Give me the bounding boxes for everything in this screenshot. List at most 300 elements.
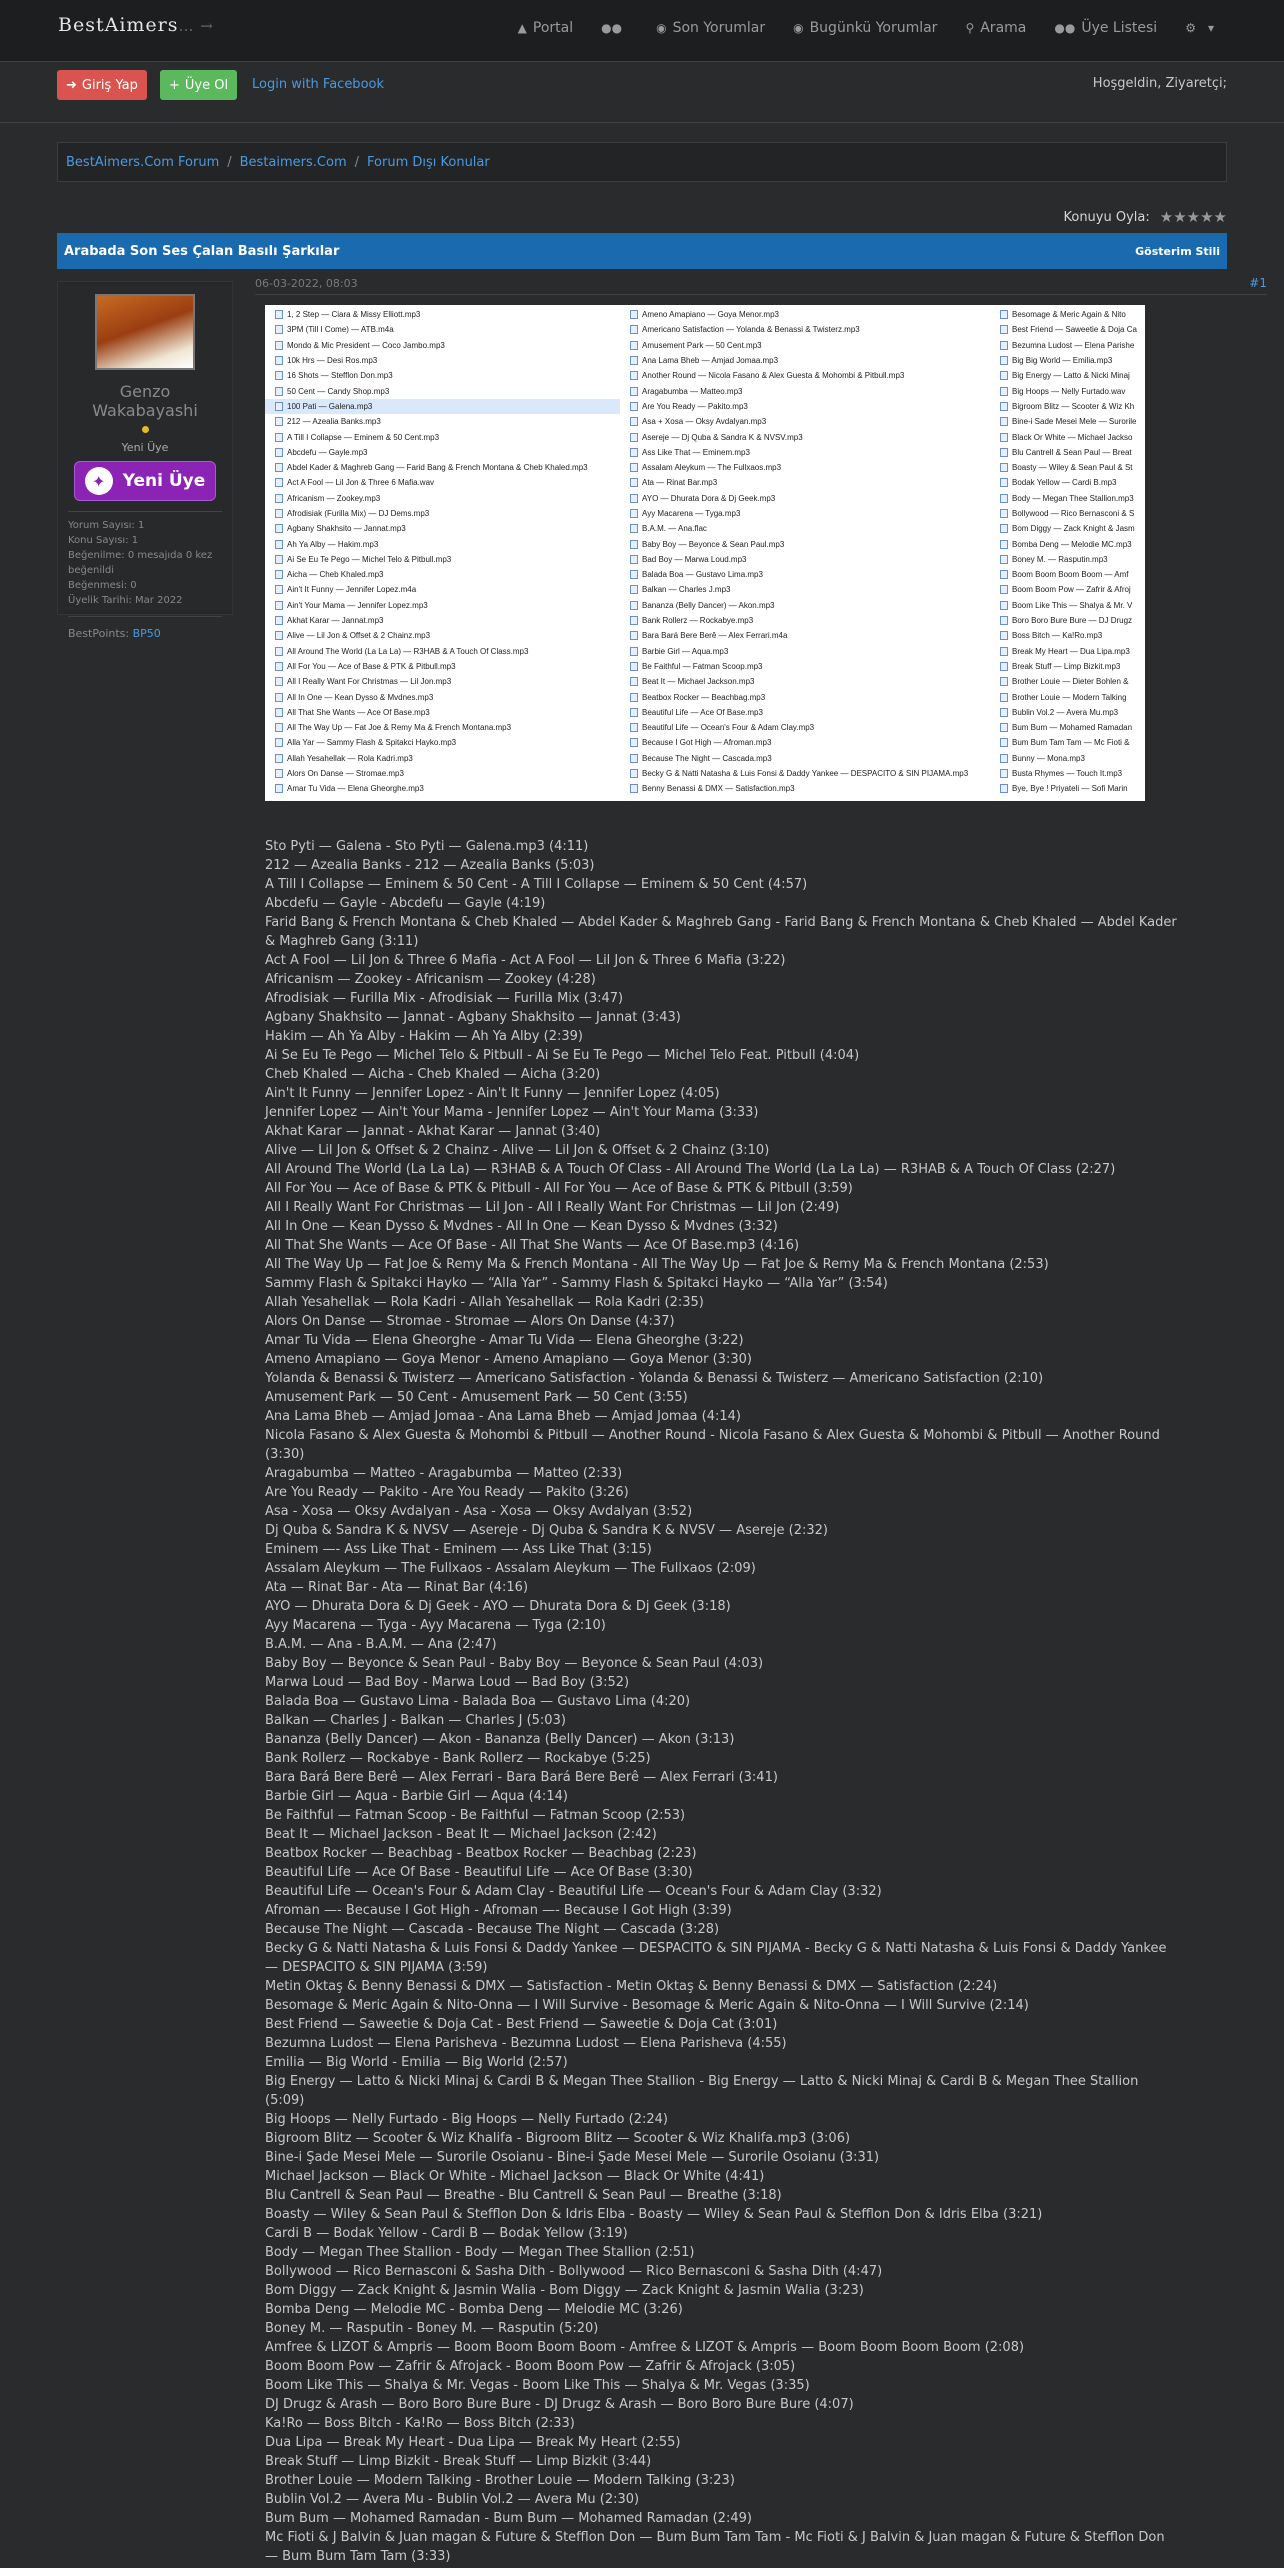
file-row bbox=[265, 506, 620, 521]
audio-file-icon bbox=[275, 738, 283, 747]
track-line: Brother Louie — Modern Talking - Brother Louie — Modern Talking (3:23) bbox=[265, 2473, 735, 2488]
audio-file-icon bbox=[1000, 784, 1008, 793]
nav-latest-comments[interactable] bbox=[656, 20, 765, 36]
file-name: B.A.M. — Ana.flac bbox=[642, 524, 707, 534]
file-name: Ata — Rinat Bar.mp3 bbox=[642, 478, 718, 488]
audio-file-icon bbox=[275, 677, 283, 686]
file-list-screenshot bbox=[265, 305, 1145, 801]
nav-search-label: Arama bbox=[980, 20, 1027, 36]
file-name: Boom Like This — Shalya & Mr. V bbox=[1012, 600, 1133, 610]
audio-file-icon bbox=[275, 693, 283, 702]
audio-file-icon bbox=[275, 524, 283, 533]
file-row bbox=[990, 567, 1145, 582]
track-line: Be Faithful — Fatman Scoop - Be Faithful — Fatman Scoop (2:53) bbox=[265, 1808, 686, 1823]
track-line: Because The Night — Cascada - Because The Night — Cascada (3:28) bbox=[265, 1922, 720, 1937]
track-line: Amar Tu Vida — Elena Gheorghe - Amar Tu Vida — Elena Gheorghe (3:22) bbox=[265, 1333, 744, 1348]
audio-file-icon bbox=[630, 433, 638, 442]
track-line: Bomba Deng — Melodie MC - Bomba Deng — Melodie MC (3:26) bbox=[265, 2302, 683, 2317]
file-row bbox=[990, 735, 1145, 750]
audio-file-icon bbox=[275, 433, 283, 442]
file-name: Balada Boa — Gustavo Lima.mp3 bbox=[642, 570, 763, 580]
badge-label: Yeni Üye bbox=[122, 471, 206, 491]
file-row bbox=[265, 322, 620, 337]
file-row bbox=[265, 735, 620, 750]
file-name: Black Or White — Michael Jackso bbox=[1012, 432, 1133, 442]
breadcrumb-separator: / bbox=[227, 154, 232, 170]
stat-likes-given: Beğenmesi: 0 bbox=[68, 580, 137, 591]
audio-file-icon bbox=[275, 754, 283, 763]
file-row bbox=[990, 353, 1145, 368]
audio-file-icon bbox=[1000, 738, 1008, 747]
stat-likes-received: Beğenilme: 0 mesajıda 0 kez beğenildi bbox=[68, 550, 213, 576]
breadcrumb-separator: / bbox=[354, 154, 360, 170]
comment-icon: ◉ bbox=[656, 21, 667, 35]
track-line: Beautiful Life — Ocean's Four & Adam Clay - Beautiful Life — Ocean's Four & Adam Clay (3:32) bbox=[265, 1884, 882, 1899]
post-meta bbox=[255, 269, 1267, 295]
track-line: Aragabumba — Matteo - Aragabumba — Matteo (2:33) bbox=[265, 1466, 623, 1481]
audio-file-icon bbox=[630, 310, 638, 319]
file-name: Balkan — Charles J.mp3 bbox=[642, 585, 731, 595]
track-line: Bom Diggy — Zack Knight & Jasmin Walia - Bom Diggy — Zack Knight & Jasmin Walia (3:23) bbox=[265, 2283, 864, 2298]
audio-file-icon bbox=[630, 463, 638, 472]
track-line: 212 — Azealia Banks - 212 — Azealia Banks (5:03) bbox=[265, 858, 595, 873]
author-name[interactable]: Genzo Wakabayashi bbox=[92, 382, 198, 420]
file-row bbox=[990, 705, 1145, 720]
file-row bbox=[620, 521, 990, 536]
track-line: All For You — Ace of Base & PTK & Pitbull - All For You — Ace of Base & PTK & Pitbull (3:59) bbox=[265, 1181, 853, 1196]
audio-file-icon bbox=[1000, 387, 1008, 396]
breadcrumb-forum[interactable]: BestAimers.Com Forum bbox=[66, 154, 220, 170]
track-line: Beatbox Rocker — Beachbag - Beatbox Rocker — Beachbag (2:23) bbox=[265, 1846, 697, 1861]
track-line: Boney M. — Rasputin - Boney M. — Rasputin (5:20) bbox=[265, 2321, 599, 2336]
author-profile bbox=[57, 281, 233, 640]
audio-file-icon bbox=[1000, 371, 1008, 380]
file-name: Beatbox Rocker — Beachbag.mp3 bbox=[642, 692, 766, 702]
audio-file-icon bbox=[275, 509, 283, 518]
file-row bbox=[620, 781, 990, 796]
file-row bbox=[990, 628, 1145, 643]
audio-file-icon bbox=[630, 738, 638, 747]
audio-file-icon bbox=[1000, 433, 1008, 442]
audio-file-icon bbox=[1000, 708, 1008, 717]
file-row bbox=[620, 552, 990, 567]
track-line: DJ Drugz & Arash — Boro Boro Bure Bure - DJ Drugz & Arash — Boro Boro Bure Bure (4:07) bbox=[265, 2397, 854, 2412]
brand-text: BestAimers bbox=[58, 14, 179, 36]
file-name: Aicha — Cheb Khaled.mp3 bbox=[287, 570, 384, 580]
track-line: All That She Wants — Ace Of Base - All That She Wants — Ace Of Base.mp3 (4:16) bbox=[265, 1238, 800, 1253]
audio-file-icon bbox=[630, 570, 638, 579]
audio-file-icon bbox=[630, 754, 638, 763]
track-line: Baby Boy — Beyonce & Sean Paul - Baby Boy — Beyonce & Sean Paul (4:03) bbox=[265, 1656, 764, 1671]
points-label: BestPoints: bbox=[68, 627, 130, 640]
audio-file-icon bbox=[630, 769, 638, 778]
file-name: Baby Boy — Beyonce & Sean Paul.mp3 bbox=[642, 539, 785, 549]
file-name: Alive — Lil Jon & Offset & 2 Chainz.mp3 bbox=[287, 631, 431, 641]
users-icon: ●● bbox=[1054, 21, 1076, 35]
file-column-2 bbox=[620, 305, 990, 801]
author-stats bbox=[68, 511, 222, 608]
audio-file-icon bbox=[630, 417, 638, 426]
file-row bbox=[990, 491, 1145, 506]
track-line: Becky G & Natti Natasha & Luis Fonsi & Daddy Yankee — DESPACITO & SIN PIJAMA - Becky G & Natti Natasha & Luis Fonsi & Daddy Yankee — DESPACITO & SIN PIJAMA (3:59) bbox=[265, 1941, 1167, 1975]
file-row bbox=[265, 353, 620, 368]
facebook-login-link[interactable]: Login with Facebook bbox=[252, 77, 384, 92]
file-row bbox=[265, 338, 620, 353]
track-line: AYO — Dhurata Dora & Dj Geek - AYO — Dhurata Dora & Dj Geek (3:18) bbox=[265, 1599, 731, 1614]
file-name: Becky G & Natti Natasha & Luis Fonsi & Daddy Yankee — DESPACITO & SIN PIJAMA.mp3 bbox=[642, 769, 969, 779]
track-line: Afroman —- Because I Got High - Afroman —- Because I Got High (3:39) bbox=[265, 1903, 732, 1918]
nav-latest-comments-label: Son Yorumlar bbox=[672, 20, 766, 36]
file-row bbox=[620, 613, 990, 628]
file-name: Ayy Macarena — Tyga.mp3 bbox=[642, 509, 741, 518]
file-name: 100 Pati — Galena.mp3 bbox=[287, 401, 373, 411]
audio-file-icon bbox=[1000, 601, 1008, 610]
audio-file-icon bbox=[275, 540, 283, 549]
thread-rating bbox=[57, 207, 1227, 227]
track-line: Amfree & LIZOT & Ampris — Boom Boom Boom Boom - Amfree & LIZOT & Ampris — Boom Boom Boom Boom (2:08) bbox=[265, 2340, 1025, 2355]
file-name: Alors On Danse — Stromae.mp3 bbox=[287, 769, 404, 779]
top-navbar bbox=[0, 0, 1284, 62]
file-row bbox=[265, 445, 620, 460]
track-line: Beat It — Michael Jackson - Beat It — Michael Jackson (2:42) bbox=[265, 1827, 657, 1842]
file-name: Brother Louie — Modern Talking bbox=[1012, 692, 1127, 702]
audio-file-icon bbox=[1000, 325, 1008, 334]
file-row bbox=[620, 628, 990, 643]
file-name: Ana Lama Bheb — Amjad Jomaa.mp3 bbox=[642, 356, 779, 366]
audio-file-icon bbox=[630, 371, 638, 380]
audio-file-icon bbox=[1000, 494, 1008, 503]
file-row bbox=[620, 582, 990, 597]
file-row bbox=[620, 383, 990, 398]
audio-file-icon bbox=[275, 325, 283, 334]
file-column-3 bbox=[990, 305, 1145, 801]
track-line: Big Energy — Latto & Nicki Minaj & Cardi B & Megan Thee Stallion - Big Energy — Latto & Nicki Minaj & Cardi B & Megan Thee Stallion (5:09) bbox=[265, 2074, 1139, 2108]
post bbox=[57, 269, 1267, 2568]
file-name: All In One — Kean Dysso & Mvdnes.mp3 bbox=[287, 692, 434, 702]
file-row bbox=[620, 429, 990, 444]
file-row bbox=[990, 598, 1145, 613]
track-line: Sto Pyti — Galena - Sto Pyti — Galena.mp3 (4:11) bbox=[265, 839, 589, 854]
audio-file-icon bbox=[275, 647, 283, 656]
file-name: Break My Heart — Dua Lipa.mp3 bbox=[1012, 646, 1130, 656]
file-name: Ah Ya Alby — Hakim.mp3 bbox=[287, 539, 379, 549]
file-row bbox=[265, 475, 620, 490]
audio-file-icon bbox=[630, 341, 638, 350]
file-name: All The Way Up — Fat Joe & Remy Ma & French Montana.mp3 bbox=[287, 723, 512, 733]
file-row bbox=[265, 705, 620, 720]
file-row bbox=[990, 307, 1145, 322]
avatar[interactable] bbox=[95, 294, 195, 370]
nav-todays-comments[interactable] bbox=[793, 20, 937, 36]
track-line: Boom Boom Pow — Zafrir & Afrojack - Boom Boom Pow — Zafrir & Afrojack (3:05) bbox=[265, 2359, 796, 2374]
track-line: Ana Lama Bheb — Amjad Jomaa - Ana Lama Bheb — Amjad Jomaa (4:14) bbox=[265, 1409, 741, 1424]
track-line: Hakim — Ah Ya Alby - Hakim — Ah Ya Alby (2:39) bbox=[265, 1029, 583, 1044]
audio-file-icon bbox=[275, 494, 283, 503]
file-row bbox=[620, 307, 990, 322]
audio-file-icon bbox=[275, 570, 283, 579]
track-line: All The Way Up — Fat Joe & Remy Ma & French Montana - All The Way Up — Fat Joe & Remy Ma & French Montana (2:53) bbox=[265, 1257, 1049, 1272]
nav-member-list[interactable] bbox=[1054, 20, 1157, 36]
track-line: Farid Bang & French Montana & Cheb Khaled — Abdel Kader & Maghreb Gang - Farid Bang & French Montana & Cheb Khaled — Abdel Kader & Maghreb Gang (3:11) bbox=[265, 915, 1177, 949]
file-name: All Around The World (La La La) — R3HAB & A Touch Of Class.mp3 bbox=[287, 646, 529, 656]
audio-file-icon bbox=[1000, 585, 1008, 594]
file-name: Boom Boom Pow — Zafrir & Afroj bbox=[1012, 585, 1131, 595]
audio-file-icon bbox=[1000, 647, 1008, 656]
nav-users[interactable] bbox=[601, 20, 628, 36]
file-row bbox=[990, 689, 1145, 704]
track-line: Marwa Loud — Bad Boy - Marwa Loud — Bad Boy (3:52) bbox=[265, 1675, 630, 1690]
track-line: Ata — Rinat Bar - Ata — Rinat Bar (4:16) bbox=[265, 1580, 529, 1595]
audio-file-icon bbox=[1000, 310, 1008, 319]
file-name: 10k Hrs — Desi Ros.mp3 bbox=[287, 356, 378, 366]
audio-file-icon bbox=[1000, 631, 1008, 640]
file-row bbox=[265, 536, 620, 551]
audio-file-icon bbox=[630, 494, 638, 503]
stat-posts: Yorum Sayısı: 1 bbox=[68, 520, 145, 531]
post-date: 06-03-2022, 08:03 bbox=[255, 277, 358, 290]
audio-file-icon bbox=[630, 784, 638, 793]
file-row bbox=[265, 751, 620, 766]
track-line: Besomage & Meric Again & Nito-Onna — I Will Survive - Besomage & Meric Again & Nito-Onna — I Will Survive (2:14) bbox=[265, 1998, 1029, 2013]
rank-badge bbox=[74, 461, 216, 501]
auth-bar bbox=[0, 62, 1284, 108]
audio-file-icon bbox=[275, 708, 283, 717]
audio-file-icon bbox=[630, 631, 638, 640]
file-name: Beautiful Life — Ocean's Four & Adam Clay.mp3 bbox=[642, 723, 815, 733]
file-name: Big Energy — Latto & Nicki Minaj bbox=[1012, 371, 1130, 381]
breadcrumb-category[interactable]: Bestaimers.Com bbox=[239, 154, 347, 170]
rating-stars[interactable]: ★★★★★ bbox=[1159, 208, 1227, 226]
divider bbox=[0, 122, 1284, 123]
audio-file-icon bbox=[1000, 754, 1008, 763]
file-name: Boney M. — Rasputin.mp3 bbox=[1012, 554, 1108, 564]
track-line: Africanism — Zookey - Africanism — Zookey (4:28) bbox=[265, 972, 596, 987]
file-row bbox=[990, 644, 1145, 659]
track-line: Nicola Fasano & Alex Guesta & Mohombi & Pitbull — Another Round - Nicola Fasano & Alex Guesta & Mohombi & Pitbull — Another Round (3:30) bbox=[265, 1428, 1160, 1462]
main-nav bbox=[518, 20, 1214, 36]
track-line: Bezumna Ludost — Elena Parisheva - Bezumna Ludost — Elena Parisheva (4:55) bbox=[265, 2036, 787, 2051]
track-line: Bigroom Blitz — Scooter & Wiz Khalifa - Bigroom Blitz — Scooter & Wiz Khalifa.mp3 (3:06) bbox=[265, 2131, 851, 2146]
audio-file-icon bbox=[275, 341, 283, 350]
file-name: All That She Wants — Ace Of Base.mp3 bbox=[287, 707, 430, 717]
audio-file-icon bbox=[275, 448, 283, 457]
track-line: Afrodisiak — Furilla Mix - Afrodisiak — Furilla Mix (3:47) bbox=[265, 991, 624, 1006]
file-row bbox=[990, 322, 1145, 337]
register-button[interactable] bbox=[160, 70, 237, 100]
file-row bbox=[990, 368, 1145, 383]
file-row bbox=[990, 399, 1145, 414]
audio-file-icon bbox=[630, 693, 638, 702]
file-name: Bom Diggy — Zack Knight & Jasm bbox=[1012, 524, 1135, 534]
file-name: Boom Boom Boom Boom — Amf bbox=[1012, 570, 1129, 580]
track-line: Alive — Lil Jon & Offset & 2 Chainz - Alive — Lil Jon & Offset & 2 Chainz (3:10) bbox=[265, 1143, 770, 1158]
audio-file-icon bbox=[630, 387, 638, 396]
file-name: Bum Bum Tam Tam — Mc Fioti & bbox=[1012, 738, 1130, 748]
track-line: Barbie Girl — Aqua - Barbie Girl — Aqua (4:14) bbox=[265, 1789, 568, 1804]
file-name: Because I Got High — Afroman.mp3 bbox=[642, 738, 772, 748]
audio-file-icon bbox=[1000, 677, 1008, 686]
file-row bbox=[265, 567, 620, 582]
track-line: Sammy Flash & Spitakci Hayko — “Alla Yar” - Sammy Flash & Spitakci Hayko — “Alla Yar” (3:54) bbox=[265, 1276, 888, 1291]
track-line: Michael Jackson — Black Or White - Michael Jackson — Black Or White (4:41) bbox=[265, 2169, 765, 2184]
track-line: Balkan — Charles J - Balkan — Charles J (5:03) bbox=[265, 1713, 566, 1728]
track-line: Mc Fioti & J Balvin & Juan magan & Future & Stefflon Don — Bum Bum Tam Tam - Mc Fioti & J Balvin & Juan magan & Future & Stefflon Don — Bum Bum Tam Tam (3:33) bbox=[265, 2530, 1165, 2564]
file-name: Brother Louie — Dieter Bohlen & bbox=[1012, 677, 1129, 687]
file-name: Bine-i Sade Mesei Mele — Surorile bbox=[1012, 417, 1137, 427]
audio-file-icon bbox=[630, 708, 638, 717]
file-row bbox=[620, 368, 990, 383]
audio-file-icon bbox=[630, 356, 638, 365]
track-line: Emilia — Big World - Emilia — Big World (2:57) bbox=[265, 2055, 568, 2070]
audio-file-icon bbox=[630, 402, 638, 411]
nav-portal[interactable] bbox=[518, 20, 573, 36]
user-plus-icon: + bbox=[169, 77, 180, 93]
file-row bbox=[990, 338, 1145, 353]
file-name: Boss Bitch — Ka!Ro.mp3 bbox=[1012, 631, 1103, 641]
file-row bbox=[990, 445, 1145, 460]
file-row bbox=[265, 414, 620, 429]
search-icon: ⚲ bbox=[965, 21, 975, 35]
file-row bbox=[990, 720, 1145, 735]
breadcrumb-subforum[interactable]: Forum Dışı Konular bbox=[367, 154, 490, 170]
file-row bbox=[620, 598, 990, 613]
audio-file-icon bbox=[630, 325, 638, 334]
post-permalink[interactable]: #1 bbox=[1249, 276, 1267, 290]
file-name: Big Big World — Emilia.mp3 bbox=[1012, 356, 1113, 366]
file-name: 1, 2 Step — Ciara & Missy Elliott.mp3 bbox=[287, 310, 421, 320]
file-row bbox=[620, 491, 990, 506]
audio-file-icon bbox=[630, 585, 638, 594]
file-name: Allah Yesahellak — Rola Kadri.mp3 bbox=[287, 753, 413, 763]
file-row bbox=[620, 475, 990, 490]
nav-portal-label: Portal bbox=[532, 20, 574, 36]
file-row bbox=[265, 429, 620, 444]
file-row bbox=[990, 460, 1145, 475]
audio-file-icon bbox=[1000, 402, 1008, 411]
file-row bbox=[620, 674, 990, 689]
audio-file-icon bbox=[1000, 341, 1008, 350]
audio-file-icon bbox=[275, 585, 283, 594]
audio-file-icon bbox=[630, 662, 638, 671]
track-line: Asa - Xosa — Oksy Avdalyan - Asa - Xosa — Oksy Avdalyan (3:52) bbox=[265, 1504, 693, 1519]
file-name: A Till I Collapse — Eminem & 50 Cent.mp3 bbox=[287, 432, 440, 442]
file-row bbox=[265, 689, 620, 704]
view-mode-link[interactable]: Gösterim Stili bbox=[1135, 244, 1220, 258]
file-row bbox=[990, 506, 1145, 521]
file-name: Body — Megan Thee Stallion.mp3 bbox=[1012, 493, 1134, 503]
file-row bbox=[265, 720, 620, 735]
file-row bbox=[265, 674, 620, 689]
file-name: Bezumna Ludost — Elena Parishe bbox=[1012, 340, 1135, 350]
nav-search[interactable] bbox=[965, 20, 1026, 36]
stat-threads: Konu Sayısı: 1 bbox=[68, 535, 139, 546]
file-row bbox=[620, 735, 990, 750]
brand-tail: … → bbox=[178, 17, 214, 35]
audio-file-icon bbox=[1000, 570, 1008, 579]
nav-settings-dropdown[interactable] bbox=[1185, 20, 1214, 36]
login-button[interactable] bbox=[57, 70, 147, 100]
file-row bbox=[620, 644, 990, 659]
file-row bbox=[265, 644, 620, 659]
file-name: Bad Boy — Marwa Loud.mp3 bbox=[642, 554, 747, 564]
track-line: Dj Quba & Sandra K & NVSV — Asereje - Dj Quba & Sandra K & NVSV — Asereje (2:32) bbox=[265, 1523, 828, 1538]
track-line: All Around The World (La La La) — R3HAB & A Touch Of Class - All Around The World (La La La) — R3HAB & A Touch Of Class (2:27) bbox=[265, 1162, 1116, 1177]
track-line: Bank Rollerz — Rockabye - Bank Rollerz — Rockabye (5:25) bbox=[265, 1751, 651, 1766]
audio-file-icon bbox=[275, 769, 283, 778]
file-name: 212 — Azealia Banks.mp3 bbox=[287, 417, 381, 427]
audio-file-icon bbox=[275, 463, 283, 472]
track-line: Bara Bará Bere Berê — Alex Ferrari - Bara Bará Bere Berê — Alex Ferrari (3:41) bbox=[265, 1770, 778, 1785]
track-list bbox=[265, 837, 1177, 2566]
audio-file-icon bbox=[275, 371, 283, 380]
track-line: Bananza (Belly Dancer) — Akon - Bananza (Belly Dancer) — Akon (3:13) bbox=[265, 1732, 735, 1747]
track-line: Beautiful Life — Ace Of Base - Beautiful Life — Ace Of Base (3:30) bbox=[265, 1865, 693, 1880]
file-name: Bunny — Mona.mp3 bbox=[1012, 753, 1085, 763]
caret-down-icon: ▾ bbox=[1207, 21, 1214, 35]
track-line: Ain't It Funny — Jennifer Lopez - Ain't It Funny — Jennifer Lopez (4:05) bbox=[265, 1086, 720, 1101]
track-line: Assalam Aleykum — The Fullxaos - Assalam Aleykum — The Fullxaos (2:09) bbox=[265, 1561, 756, 1576]
audio-file-icon bbox=[630, 478, 638, 487]
audio-file-icon bbox=[275, 356, 283, 365]
track-line: Bollywood — Rico Bernasconi & Sasha Dith - Bollywood — Rico Bernasconi & Sasha Dith (4:47) bbox=[265, 2264, 883, 2279]
track-line: Body — Megan Thee Stallion - Body — Megan Thee Stallion (2:51) bbox=[265, 2245, 695, 2260]
track-line: Allah Yesahellak — Rola Kadri - Allah Yesahellak — Rola Kadri (2:35) bbox=[265, 1295, 704, 1310]
sign-in-icon: ➜ bbox=[66, 77, 77, 93]
thread-title: Arabada Son Ses Çalan Basılı Şarkılar bbox=[64, 243, 340, 259]
file-name: Because The Night — Cascada.mp3 bbox=[642, 753, 772, 763]
breadcrumb bbox=[57, 142, 1227, 182]
audio-file-icon bbox=[630, 723, 638, 732]
track-line: Metin Oktaş & Benny Benassi & DMX — Satisfaction - Metin Oktaş & Benny Benassi & DMX — Satisfaction (2:24) bbox=[265, 1979, 998, 1994]
gears-icon: ⚙ bbox=[1185, 21, 1196, 35]
file-name: Amar Tu Vida — Elena Gheorghe.mp3 bbox=[287, 784, 424, 794]
audio-file-icon bbox=[275, 310, 283, 319]
track-line: B.A.M. — Ana - B.A.M. — Ana (2:47) bbox=[265, 1637, 497, 1652]
file-row bbox=[620, 338, 990, 353]
file-name: Busta Rhymes — Touch It.mp3 bbox=[1012, 769, 1123, 779]
file-row bbox=[620, 751, 990, 766]
register-label: Üye Ol bbox=[184, 77, 229, 93]
file-name: Akhat Karar — Jannat.mp3 bbox=[287, 616, 384, 626]
file-name: Bublin Vol.2 — Avera Mu.mp3 bbox=[1012, 707, 1119, 717]
file-row bbox=[620, 506, 990, 521]
nav-todays-comments-label: Bugünkü Yorumlar bbox=[809, 20, 938, 36]
file-row bbox=[990, 613, 1145, 628]
track-line: Agbany Shakhsito — Jannat - Agbany Shakhsito — Jannat (3:43) bbox=[265, 1010, 681, 1025]
file-name: 3PM (Till I Come) — ATB.m4a bbox=[287, 325, 394, 335]
welcome-text: Hoşgeldin, Ziyaretçi; bbox=[1092, 76, 1227, 91]
file-row bbox=[265, 598, 620, 613]
file-name: Alla Yar — Sammy Flash & Spitakci Hayko.mp3 bbox=[287, 738, 457, 748]
file-name: Act A Fool — Lil Jon & Three 6 Mafia.wav bbox=[287, 478, 435, 488]
file-name: Barbie Girl — Aqua.mp3 bbox=[642, 646, 729, 656]
file-name: Ass Like That — Eminem.mp3 bbox=[642, 447, 750, 457]
audio-file-icon bbox=[1000, 463, 1008, 472]
file-row bbox=[620, 445, 990, 460]
audio-file-icon bbox=[630, 677, 638, 686]
site-logo[interactable] bbox=[58, 14, 214, 36]
points-value[interactable]: BP50 bbox=[132, 627, 161, 640]
file-row bbox=[265, 628, 620, 643]
comments-icon: ◉ bbox=[793, 21, 804, 35]
track-line: Yolanda & Benassi & Twisterz — Americano Satisfaction - Yolanda & Benassi & Twisterz — Americano Satisfaction (2:10) bbox=[265, 1371, 1044, 1386]
audio-file-icon bbox=[275, 402, 283, 411]
audio-file-icon bbox=[1000, 356, 1008, 365]
track-line: Jennifer Lopez — Ain't Your Mama - Jennifer Lopez — Ain't Your Mama (3:33) bbox=[265, 1105, 759, 1120]
file-name: Afrodisiak (Furilla Mix) — DJ Dems.mp3 bbox=[287, 509, 430, 518]
file-name: Break Stuff — Limp Bizkit.mp3 bbox=[1012, 661, 1121, 671]
file-name: Bum Bum — Mohamed Ramadan bbox=[1012, 723, 1133, 733]
